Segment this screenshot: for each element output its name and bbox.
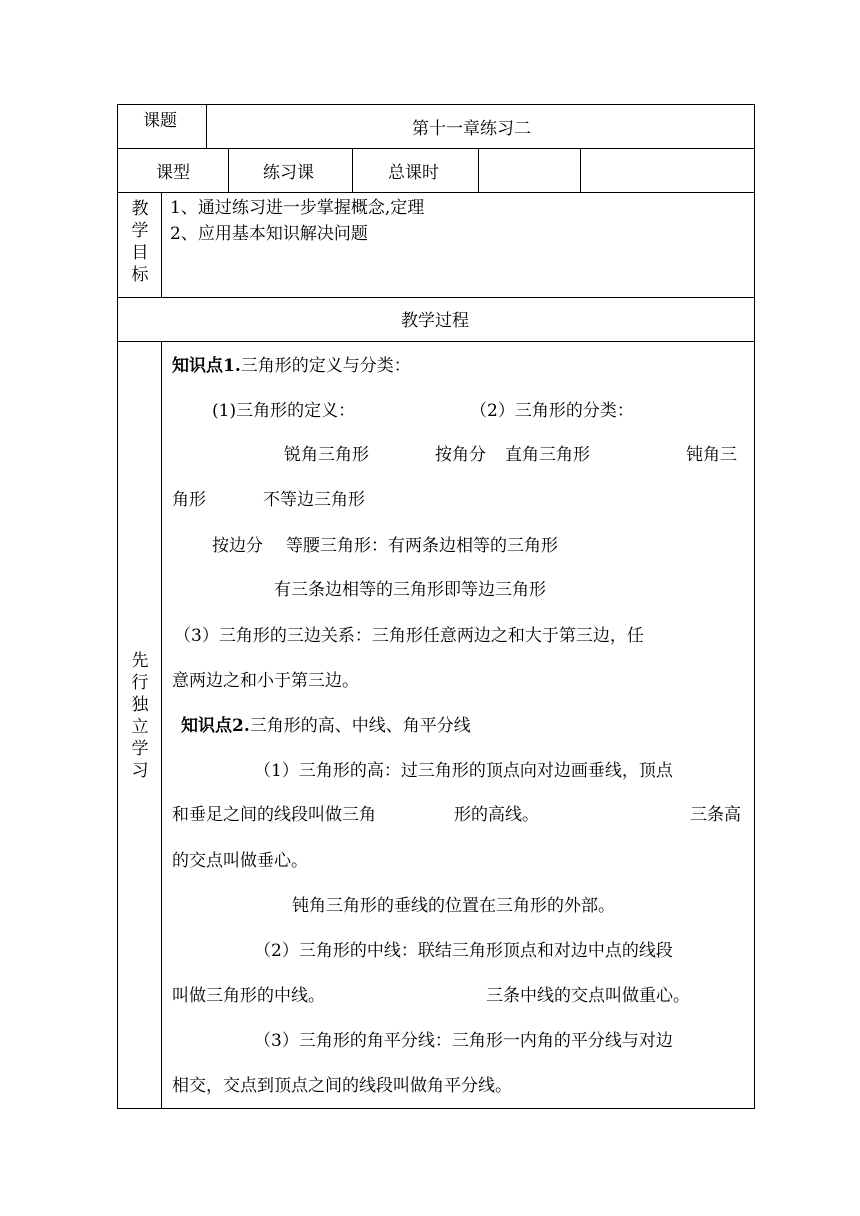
median-a: （2）三角形的中线：联结三角形顶点和对边中点的线段 — [254, 941, 673, 961]
table-rule — [580, 148, 581, 192]
table-rule — [117, 341, 755, 342]
kp1-relation-b: 意两边之和小于第三边。 — [172, 671, 359, 691]
kp2-num: 2. — [232, 716, 250, 736]
kp2-bold: 知识点 — [181, 716, 232, 736]
angle-obtuse-b: 角形 — [172, 490, 206, 510]
objectives-label-char: 教 — [131, 199, 149, 219]
table-border-right — [754, 104, 755, 1109]
topic-label: 课题 — [143, 111, 177, 131]
kp1-num: 1. — [223, 356, 241, 376]
objectives-label-char: 学 — [131, 221, 149, 241]
angle-acute: 锐角三角形 — [284, 445, 369, 465]
kp2-text: 三角形的高、中线、角平分线 — [249, 716, 471, 736]
objective-line-1: 1、通过练习进一步掌握概念,定理 — [170, 198, 425, 218]
kp1-relation-a: （3）三角形的三边关系：三角形任意两边之和大于第三边，任 — [174, 626, 644, 646]
altitude-a: （1）三角形的高：过三角形的顶点向对边画垂线，顶点 — [254, 761, 673, 781]
table-rule — [228, 148, 229, 192]
process-heading: 教学过程 — [401, 311, 469, 331]
topic-value: 第十一章练习二 — [412, 119, 531, 139]
table-rule — [117, 148, 755, 149]
table-rule — [478, 148, 479, 192]
angle-right: 直角三角形 — [505, 445, 590, 465]
side-label-char: 先 — [131, 651, 149, 671]
side-label-char: 立 — [131, 717, 149, 737]
objectives-label-char: 标 — [131, 265, 149, 285]
objectives-label-char: 目 — [131, 243, 149, 263]
kp1-definition: (1)三角形的定义： — [212, 401, 356, 421]
bisector-b: 相交，交点到顶点之间的线段叫做角平分线。 — [172, 1076, 512, 1096]
altitude-b1: 和垂足之间的线段叫做三角 — [172, 805, 376, 825]
side-label — [130, 650, 150, 782]
knowledge-point-1-title — [172, 355, 411, 377]
kp1-classification: （2）三角形的分类： — [470, 401, 634, 421]
bisector-a: （3）三角形的角平分线：三角形一内角的平分线与对边 — [254, 1031, 673, 1051]
side-scalene: 不等边三角形 — [263, 490, 365, 510]
table-border-left — [117, 104, 118, 1109]
objectives-label — [130, 198, 150, 286]
altitude-b3: 三条高 — [690, 805, 741, 825]
side-by: 按边分 — [212, 536, 263, 556]
angle-by: 按角分 — [435, 445, 486, 465]
table-border-top — [117, 104, 755, 105]
altitude-d: 钝角三角形的垂线的位置在三角形的外部。 — [292, 896, 615, 916]
side-label-char: 学 — [131, 739, 149, 759]
side-label-char: 独 — [131, 695, 149, 715]
table-rule — [117, 297, 755, 298]
type-label: 课型 — [156, 163, 190, 183]
side-label-char: 习 — [131, 761, 149, 781]
objective-line-2: 2、应用基本知识解决问题 — [170, 224, 368, 244]
side-equilateral: 有三条边相等的三角形即等边三角形 — [274, 580, 546, 600]
table-border-bottom — [117, 1108, 755, 1109]
altitude-b2: 形的高线。 — [454, 805, 539, 825]
side-label-char: 行 — [131, 673, 149, 693]
median-b2: 三条中线的交点叫做重心。 — [486, 986, 690, 1006]
table-rule — [352, 148, 353, 192]
kp1-text: 三角形的定义与分类： — [240, 356, 411, 376]
table-rule — [206, 104, 207, 148]
table-rule — [117, 192, 755, 193]
angle-obtuse-a: 钝角三 — [686, 445, 737, 465]
altitude-c: 的交点叫做垂心。 — [172, 851, 308, 871]
median-b1: 叫做三角形的中线。 — [172, 986, 325, 1006]
side-isosceles: 等腰三角形：有两条边相等的三角形 — [286, 536, 558, 556]
table-rule — [161, 341, 162, 1108]
total-hours-label: 总课时 — [388, 163, 439, 183]
knowledge-point-2-title — [181, 715, 471, 737]
table-rule — [161, 192, 162, 297]
kp1-bold: 知识点 — [172, 356, 223, 376]
type-value: 练习课 — [263, 163, 314, 183]
